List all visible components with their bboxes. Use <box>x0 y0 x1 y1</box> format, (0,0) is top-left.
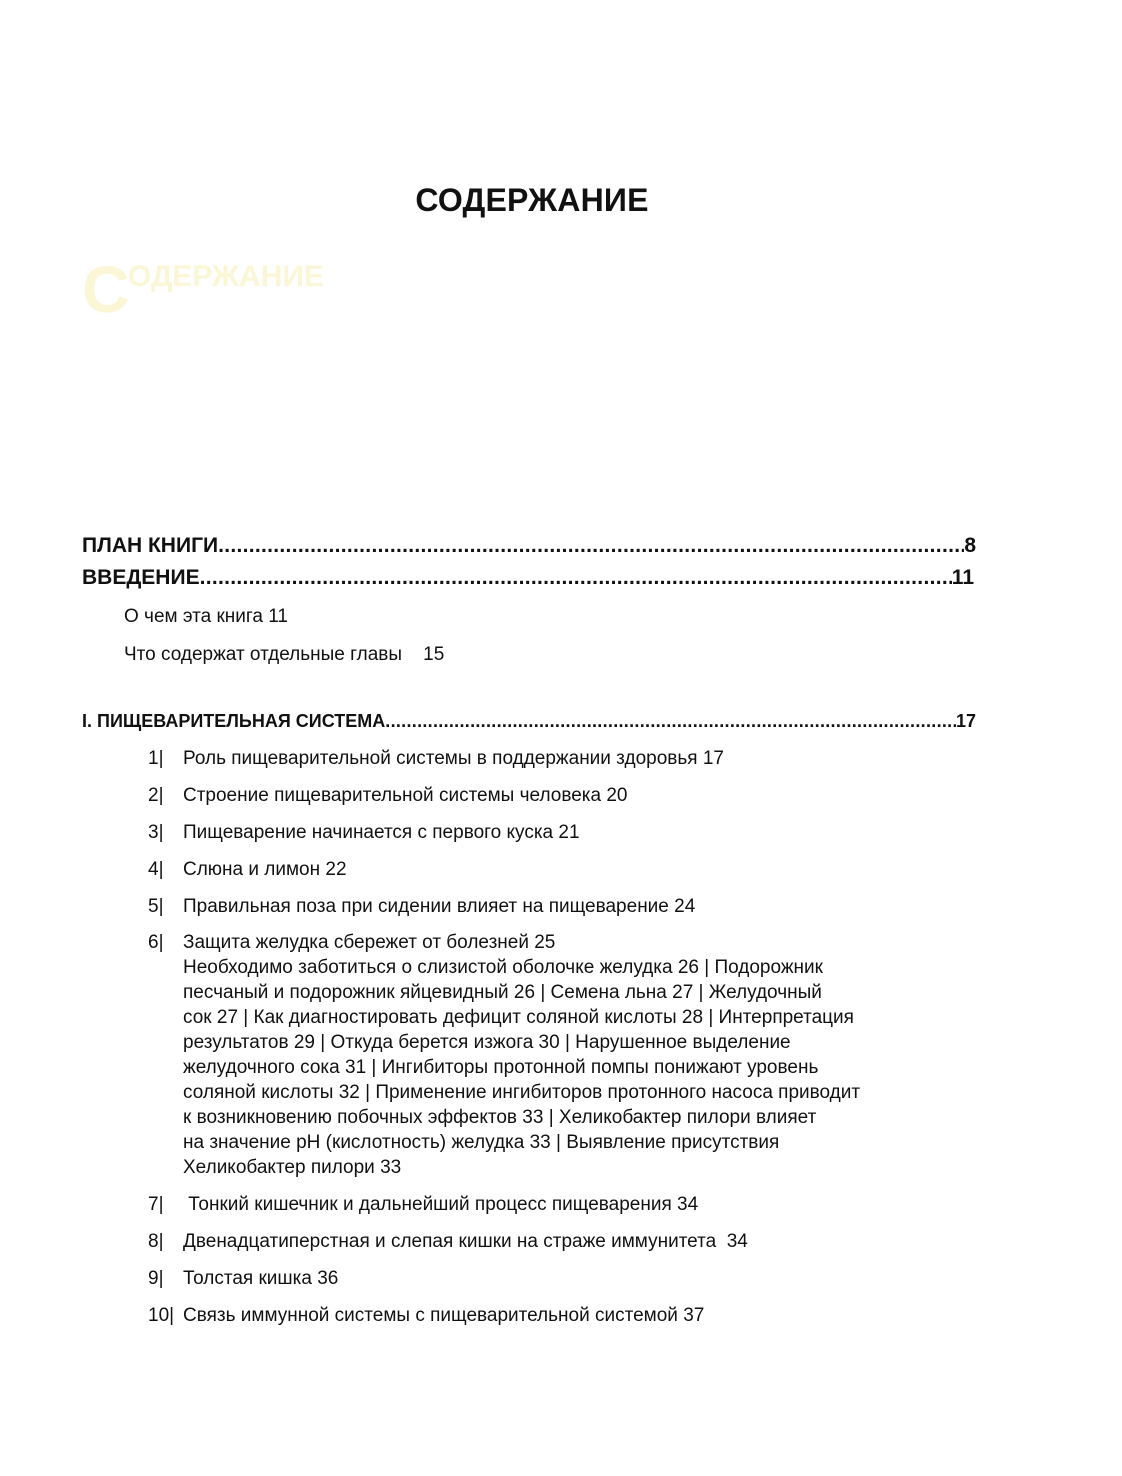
chapter-item[interactable] <box>148 820 968 845</box>
chapter-number: 9| <box>148 1268 164 1289</box>
toc-entry-intro[interactable] <box>82 566 974 590</box>
toc-entry-label: ВВЕДЕНИЕ <box>82 566 200 589</box>
chapter-item[interactable] <box>148 1192 968 1217</box>
toc-entry-page: 11 <box>951 566 974 589</box>
toc-entry-label: I. ПИЩЕВАРИТЕЛЬНАЯ СИСТЕМА <box>82 711 386 731</box>
chapter-number: 4| <box>148 859 164 880</box>
watermark-text: ОДЕРЖАНИЕ <box>128 260 324 293</box>
chapter-title-block <box>183 930 968 1180</box>
chapter-title: Слюна и лимон 22 <box>183 859 347 880</box>
chapter-title: Двенадцатиперстная и слепая кишки на страже иммунитета 34 <box>183 1231 748 1252</box>
toc-leader-dots <box>218 534 964 558</box>
chapter-number: 10| <box>148 1305 175 1326</box>
chapter-item[interactable] <box>148 930 968 1180</box>
toc-entry-section-1[interactable] <box>82 711 976 732</box>
chapter-number: 8| <box>148 1231 164 1252</box>
watermark-logo <box>82 252 382 332</box>
chapter-number: 1| <box>148 748 164 769</box>
chapter-title: Защита желудка сбережет от болезней 25 <box>183 932 556 953</box>
toc-leader-dots <box>200 566 952 590</box>
chapter-item[interactable] <box>148 1229 968 1254</box>
chapter-item[interactable] <box>148 1303 968 1328</box>
chapter-title: Связь иммунной системы с пищеварительной системой 37 <box>183 1305 705 1326</box>
chapter-title: Тонкий кишечник и дальнейший процесс пищеварения 34 <box>183 1194 699 1215</box>
chapter-item[interactable] <box>148 1266 968 1291</box>
toc-entry-page: 8 <box>964 534 976 557</box>
chapter-title: Строение пищеварительной системы человека 20 <box>183 785 628 806</box>
page-title: СОДЕРЖАНИЕ <box>415 182 649 218</box>
toc-entry-plan[interactable] <box>82 534 976 558</box>
chapter-number: 3| <box>148 822 164 843</box>
chapter-title: Толстая кишка 36 <box>183 1268 339 1289</box>
chapter-title: Пищеварение начинается с первого куска 21 <box>183 822 580 843</box>
watermark-letter: С <box>82 252 130 326</box>
chapter-subtopics: Необходимо заботиться о слизистой оболочке желудка 26 | Подорожник песчаный и подорожник яйцевидный 26 | Семена льна 27 | Желудочный сок 27 | Как диагностировать дефицит соляной кислоты 28 | Интерпретация результатов 29 | Откуда берется изжога 30 | Нарушенное выделение желудочного сока 31 | Ингибиторы протонной помпы понижают уровень соляной кислоты 32 | Применение ингибиторов протонного насоса приводит к возникновению побочных эффектов 33 | Хеликобактер пилори влияет на значение pH (кислотность) желудка 33 | Выявление присутствия Хеликобактер пилори 33 <box>183 957 861 1178</box>
chapter-item[interactable] <box>148 746 968 771</box>
chapter-title: Правильная поза при сидении влияет на пищеварение 24 <box>183 896 696 917</box>
chapter-item[interactable] <box>148 857 968 882</box>
toc-entry-label: ПЛАН КНИГИ <box>82 534 219 557</box>
chapter-number: 2| <box>148 785 164 806</box>
toc-subentry[interactable]: О чем эта книга 11 <box>124 606 288 627</box>
chapter-item[interactable] <box>148 894 968 919</box>
toc-subentry[interactable]: Что содержат отдельные главы 15 <box>124 644 445 665</box>
toc-entry-page: 17 <box>955 711 976 731</box>
chapter-number: 7| <box>148 1194 164 1215</box>
chapter-title: Роль пищеварительной системы в поддержании здоровья 17 <box>183 748 724 769</box>
toc-leader-dots <box>385 711 956 732</box>
chapter-item[interactable] <box>148 783 968 808</box>
chapter-number: 5| <box>148 896 164 917</box>
chapter-number: 6| <box>148 932 164 953</box>
